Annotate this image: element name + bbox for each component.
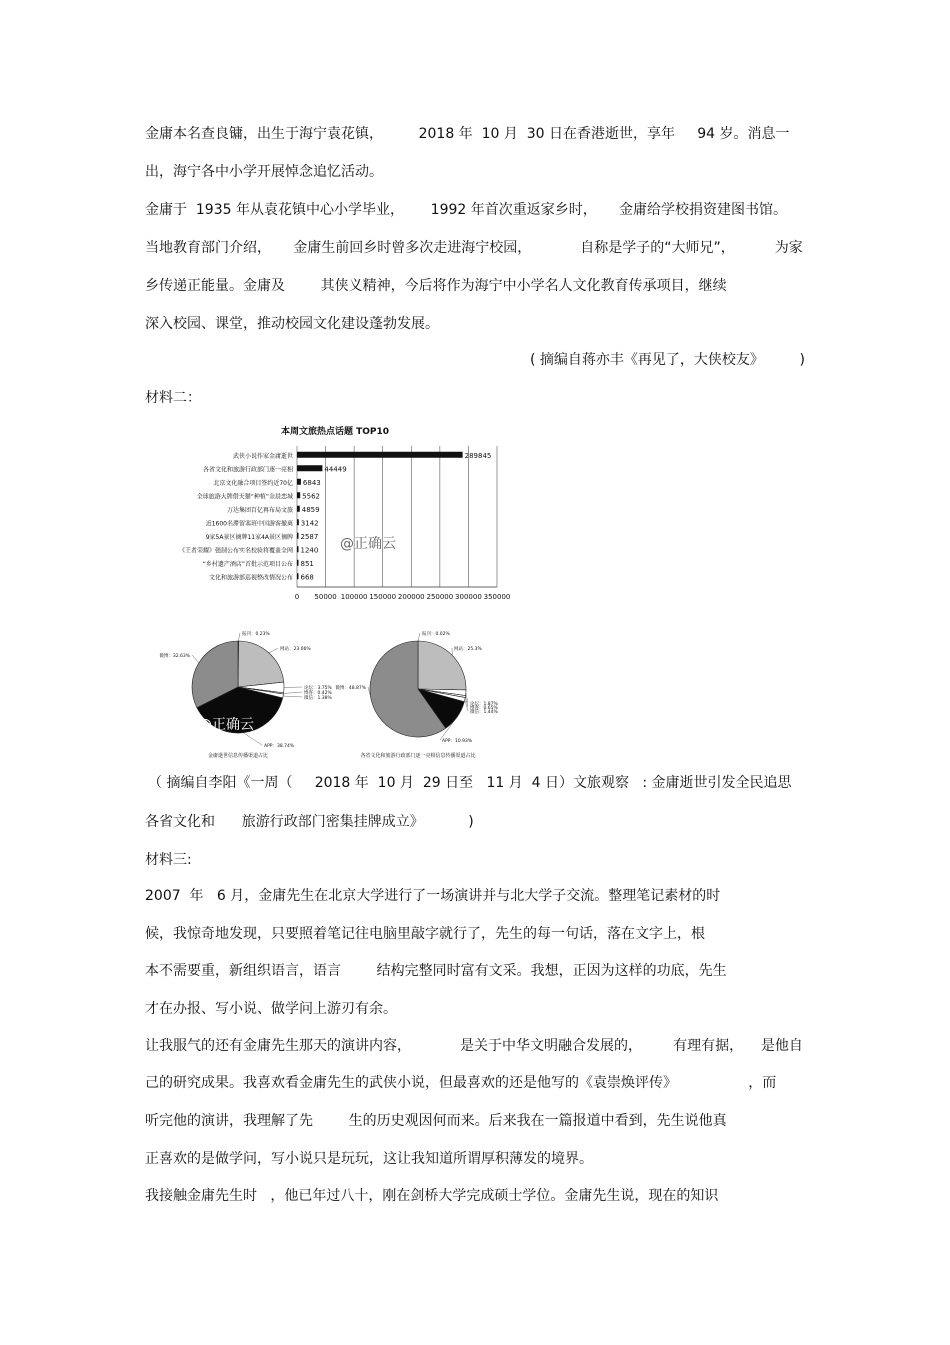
x-tick-label: 150000: [369, 593, 397, 601]
hot-topics-bar-chart: [145, 420, 525, 620]
bar: [297, 506, 300, 512]
category-label: 全球旅游大牌借天猫“种植”金晨恋城: [196, 493, 293, 501]
slice-label: 微博：48.87%: [335, 686, 366, 691]
leader-line: [192, 655, 199, 663]
material3-line: 听完他的演讲，我理解了先 生的历史观因何而来。后来我在一篇报道中看到，先生说他真: [145, 1113, 727, 1129]
category-label: “乡村遗产酒店”首批示范项目公布: [202, 560, 293, 568]
slice-label: 博客：0.65%: [470, 706, 498, 711]
value-label: 5562: [302, 492, 321, 501]
value-label: 1240: [300, 546, 319, 555]
material3-line: 候，我惊奇地发现，只要照着笔记往电脑里敲字就行了，先生的每一句话，落在文字上，根: [145, 926, 705, 942]
material1-line: 深入校园、课堂，推动校园文化建设蓬勃发展。: [145, 316, 439, 332]
pie-chart-provinces: [335, 625, 515, 765]
slice-label: 论坛：1.87%: [470, 702, 498, 707]
category-label: 近1600名滞留塞班中国游客撤离: [205, 520, 293, 528]
material3-line: 让我服气的还有金庸先生那天的演讲内容， 是关于中华文明融合发展的， 有理有据， 是他自: [145, 1038, 803, 1054]
material3-heading: 材料三:: [145, 852, 192, 868]
material1-line: 金庸于 1935 年从袁花镇中心小学毕业， 1992 年首次重返家乡时， 金庸给学校捐资建图书馆。: [145, 202, 788, 218]
material2-heading: 材料二：: [145, 390, 201, 406]
category-label: 9家5A景区摘牌11家4A景区摘牌: [205, 533, 293, 541]
leader-line: [284, 692, 302, 693]
material3-line: 2007 年 6 月，金庸先生在北京大学进行了一场演讲并与北大学子交流。整理笔记素材的时: [145, 888, 721, 904]
bar: [297, 452, 463, 458]
material3-line: 才在办报、写小说、做学问上游刃有余。: [145, 1001, 397, 1017]
bar: [297, 519, 299, 525]
category-label: 万达集团百亿再布局文旅: [226, 506, 293, 514]
bar: [297, 560, 299, 566]
bar: [297, 465, 322, 471]
leader-line: [238, 633, 240, 641]
value-label: 2587: [300, 532, 319, 541]
material1-line: 当地教育部门介绍， 金庸生前回乡时曾多次走进海宁校园， 自称是学子的“大师兄”， 为家: [145, 240, 803, 256]
x-tick-label: 200000: [397, 593, 425, 601]
material2-source-line: （ 摘编自李阳《一周（ 2018 年 10 月 29 日至 11 月 4 日）文旅观察 : 金庸逝世引发全民追思: [148, 775, 792, 791]
slice-label: APP：10.93%: [442, 739, 473, 744]
watermark: @正确云: [340, 536, 396, 552]
x-tick-label: 350000: [483, 593, 511, 601]
slice-label: 微信：1.38%: [304, 696, 332, 701]
value-label: 6843: [302, 478, 321, 487]
pie-chart-jinyong: [150, 625, 340, 765]
category-label: 北京文化融合项目签约近70亿: [213, 479, 293, 487]
leader-line: [466, 693, 468, 703]
slice-label: 报刊：0.23%: [242, 632, 270, 637]
material3-line: 己的研究成果。我喜欢看金庸先生的武侠小说，但最喜欢的还是他写的《袁崇焕评传》 ，而: [145, 1075, 777, 1091]
leader-line: [283, 696, 302, 697]
bar: [297, 533, 299, 539]
material1-line: 出，海宁各中小学开展悼念追忆活动。: [145, 164, 383, 180]
x-tick-label: 50000: [314, 593, 337, 601]
bar: [297, 546, 299, 552]
value-label: 289845: [464, 451, 492, 460]
bar-chart-title: 本周文旅热点话题 TOP10: [280, 427, 390, 437]
leader-line: [269, 648, 278, 653]
category-label: 《王者荣耀》强制公布实名校验将覆盖全网: [178, 547, 293, 555]
pie-slice: [238, 641, 284, 687]
material3-line: 我接触金庸先生时 ，他已年过八十，刚在剑桥大学完成硕士学位。金庸先生说，现在的知识: [145, 1188, 719, 1204]
slice-label: APP：38.74%: [264, 744, 295, 749]
category-label: 文化和旅游部巡视整改情况公布: [208, 574, 293, 582]
material3-line: 正喜欢的是做学问，写小说只是玩玩，这让我知道所谓厚积薄发的境界。: [145, 1151, 593, 1167]
pie-title: 金庸逝世信息传播渠道占比: [207, 753, 269, 759]
bar: [297, 573, 299, 579]
slice-label: 网站：23.06%: [280, 647, 311, 652]
material1-line: 金庸本名查良镛，出生于海宁袁花镇， 2018 年 10 月 30 日在香港逝世，享年 94 岁。消息一: [145, 126, 790, 142]
x-tick-label: 250000: [426, 593, 454, 601]
slice-label: 报刊：0.02%: [422, 632, 450, 637]
value-label: 44449: [324, 465, 347, 474]
x-tick-label: 100000: [340, 593, 368, 601]
value-label: 4859: [301, 505, 320, 514]
category-label: 武侠小说作家金庸逝世: [232, 452, 293, 460]
value-label: 851: [300, 559, 314, 568]
slice-label: 博客：0.42%: [304, 691, 332, 696]
material1-line: 乡传递正能量。金庸及 其侠义精神，今后将作为海宁中小学名人文化教育传承项目，继续: [145, 278, 727, 294]
bar: [297, 492, 300, 498]
material2-source-line: 各省文化和 旅游行政部门密集挂牌成立》 ): [145, 814, 474, 830]
material1-source: ( 摘编自蒋亦丰《再见了，大侠校友》 ): [530, 352, 805, 368]
slice-label: 微博：32.63%: [159, 654, 190, 659]
category-label: 各省文化和旅游行政部门逐一亮相: [202, 466, 293, 474]
watermark: @正确云: [198, 717, 254, 733]
x-tick-label: 300000: [455, 593, 482, 601]
value-label: 3142: [300, 519, 319, 528]
slice-label: 论坛：3.75%: [304, 686, 332, 691]
slice-label: 微信：1.44%: [470, 710, 498, 715]
bar: [297, 479, 301, 485]
value-label: 668: [300, 573, 314, 582]
x-tick-label: 0: [294, 593, 300, 601]
leader-line: [418, 633, 420, 641]
material3-line: 本不需要重，新组织语言，语言 结构完整同时富有文采。我想，正因为这样的功底，先生: [145, 963, 727, 979]
pie-title: 各省文化和旅游行政部门逐一亮相信息传播渠道占比: [360, 753, 476, 759]
leader-line: [243, 733, 262, 745]
slice-label: 网站：25.3%: [454, 647, 482, 652]
